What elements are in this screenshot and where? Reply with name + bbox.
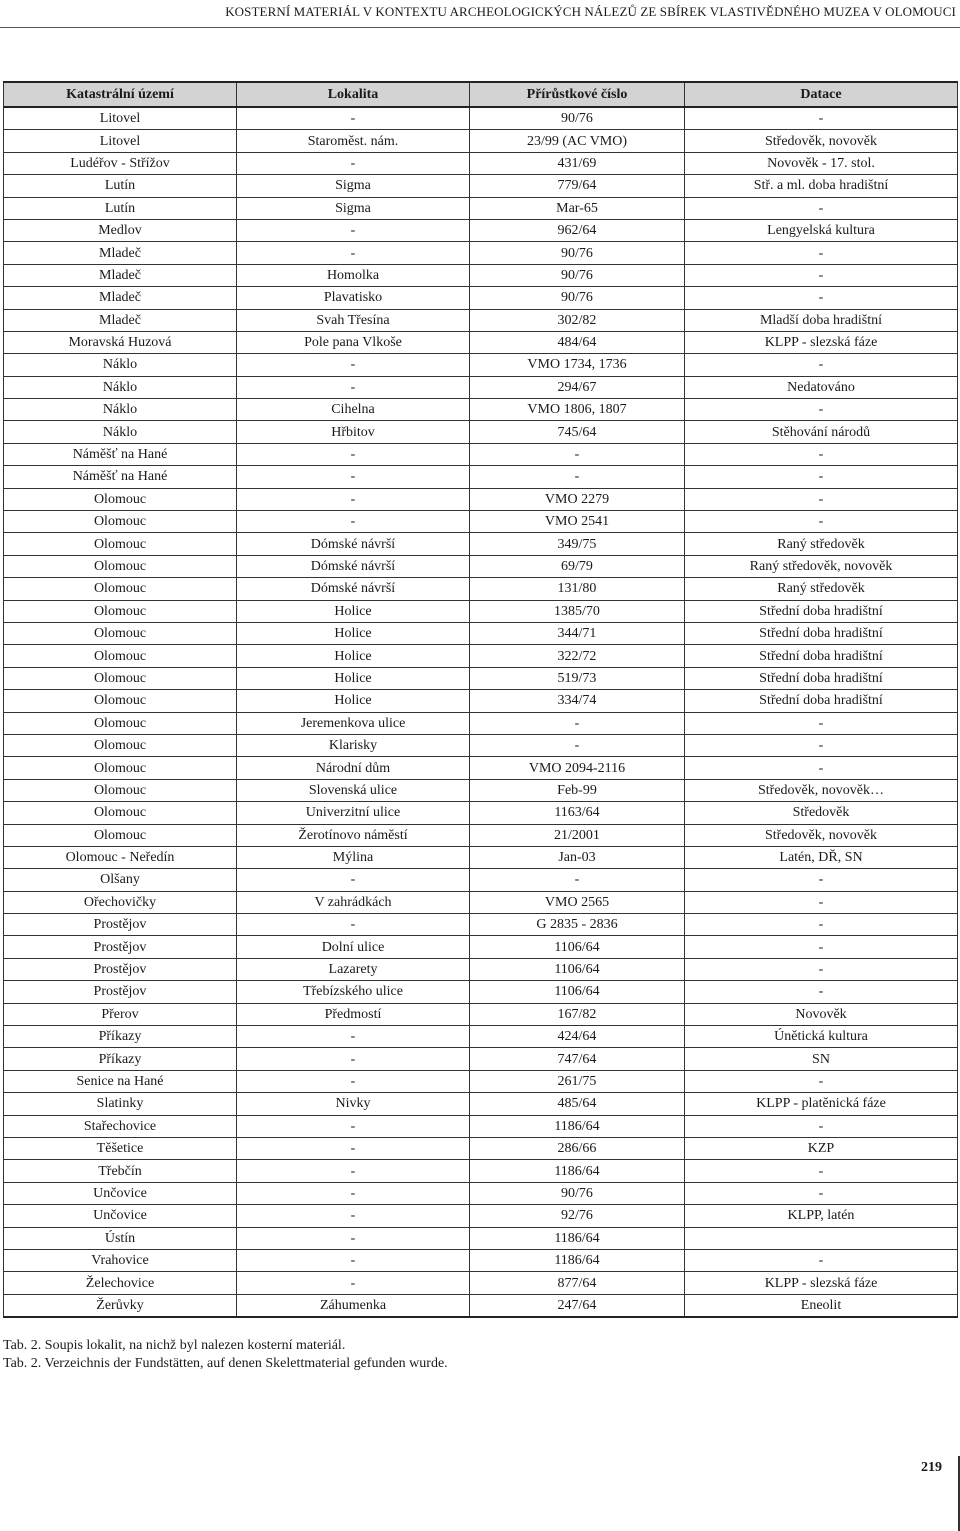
table-row xyxy=(4,779,958,801)
table-row xyxy=(4,287,958,309)
table-row xyxy=(4,1227,958,1249)
cell-accession-number: 247/64 xyxy=(470,1294,685,1317)
header-divider xyxy=(0,27,960,28)
cell-locality: - xyxy=(237,354,470,376)
cell-cadastral-area: Olomouc xyxy=(4,824,237,846)
cell-accession-number: Jan-03 xyxy=(470,846,685,868)
cell-accession-number: 1163/64 xyxy=(470,802,685,824)
cell-cadastral-area: Olomouc xyxy=(4,578,237,600)
table-row xyxy=(4,1026,958,1048)
cell-accession-number: 90/76 xyxy=(470,107,685,130)
table-row xyxy=(4,802,958,824)
cell-accession-number: 519/73 xyxy=(470,667,685,689)
cell-accession-number: 322/72 xyxy=(470,645,685,667)
cell-dating: SN xyxy=(685,1048,958,1070)
cell-locality: - xyxy=(237,1070,470,1092)
cell-accession-number: Feb-99 xyxy=(470,779,685,801)
sites-table xyxy=(3,81,958,1318)
cell-accession-number: - xyxy=(470,712,685,734)
cell-locality: - xyxy=(237,1272,470,1294)
table-row xyxy=(4,645,958,667)
cell-accession-number: 1186/64 xyxy=(470,1249,685,1271)
table-row xyxy=(4,354,958,376)
table-row xyxy=(4,1093,958,1115)
cell-dating: Střední doba hradištní xyxy=(685,667,958,689)
cell-locality: Homolka xyxy=(237,264,470,286)
cell-accession-number: - xyxy=(470,466,685,488)
cell-dating: - xyxy=(685,869,958,891)
cell-dating: - xyxy=(685,1115,958,1137)
cell-dating: - xyxy=(685,1249,958,1271)
cell-dating: - xyxy=(685,1160,958,1182)
cell-cadastral-area: Žerůvky xyxy=(4,1294,237,1317)
cell-accession-number: 69/79 xyxy=(470,555,685,577)
table-row xyxy=(4,443,958,465)
cell-locality: Holice xyxy=(237,622,470,644)
cell-locality: Lazarety xyxy=(237,958,470,980)
table-row xyxy=(4,1048,958,1070)
cell-locality: - xyxy=(237,1182,470,1204)
cell-cadastral-area: Olomouc xyxy=(4,555,237,577)
cell-locality: Jeremenkova ulice xyxy=(237,712,470,734)
table-row xyxy=(4,511,958,533)
table-row xyxy=(4,488,958,510)
table-row xyxy=(4,914,958,936)
table-row xyxy=(4,757,958,779)
cell-dating: Raný středověk, novověk xyxy=(685,555,958,577)
cell-cadastral-area: Příkazy xyxy=(4,1048,237,1070)
cell-cadastral-area: Olomouc xyxy=(4,600,237,622)
cell-accession-number: 23/99 (AC VMO) xyxy=(470,130,685,152)
cell-locality: - xyxy=(237,242,470,264)
cell-accession-number: Mar-65 xyxy=(470,197,685,219)
table-row xyxy=(4,197,958,219)
cell-cadastral-area: Olomouc xyxy=(4,734,237,756)
table-row xyxy=(4,578,958,600)
cell-dating: Lengyelská kultura xyxy=(685,219,958,241)
cell-dating: - xyxy=(685,399,958,421)
cell-accession-number: G 2835 - 2836 xyxy=(470,914,685,936)
cell-dating: - xyxy=(685,466,958,488)
cell-cadastral-area: Náklo xyxy=(4,376,237,398)
table-body xyxy=(4,107,958,1317)
cell-accession-number: 349/75 xyxy=(470,533,685,555)
cell-locality: Mýlina xyxy=(237,846,470,868)
cell-locality: - xyxy=(237,152,470,174)
cell-dating: Středověk, novověk xyxy=(685,824,958,846)
page-number: 219 xyxy=(921,1460,942,1475)
table-row xyxy=(4,869,958,891)
cell-locality: Národní dům xyxy=(237,757,470,779)
cell-dating: - xyxy=(685,1070,958,1092)
cell-dating: - xyxy=(685,264,958,286)
table-row xyxy=(4,130,958,152)
cell-accession-number: 1106/64 xyxy=(470,958,685,980)
cell-accession-number: 302/82 xyxy=(470,309,685,331)
column-header-dating: Datace xyxy=(685,82,958,107)
cell-locality: - xyxy=(237,219,470,241)
cell-accession-number: 424/64 xyxy=(470,1026,685,1048)
cell-cadastral-area: Olomouc xyxy=(4,488,237,510)
table-row xyxy=(4,712,958,734)
table-row xyxy=(4,309,958,331)
cell-cadastral-area: Slatinky xyxy=(4,1093,237,1115)
cell-locality: Pole pana Vlkoše xyxy=(237,331,470,353)
cell-dating: Střední doba hradištní xyxy=(685,622,958,644)
cell-cadastral-area: Moravská Huzová xyxy=(4,331,237,353)
cell-dating: Stěhování národů xyxy=(685,421,958,443)
cell-locality: Cihelna xyxy=(237,399,470,421)
cell-cadastral-area: Olomouc xyxy=(4,779,237,801)
table-row xyxy=(4,107,958,130)
table-row xyxy=(4,219,958,241)
table-row xyxy=(4,376,958,398)
table-row xyxy=(4,622,958,644)
table-caption-german: Tab. 2. Verzeichnis der Fundstätten, auf denen Skelettmaterial gefunden wurde. xyxy=(3,1356,448,1371)
cell-locality: Holice xyxy=(237,600,470,622)
cell-accession-number: 90/76 xyxy=(470,264,685,286)
cell-locality: - xyxy=(237,488,470,510)
cell-dating: - xyxy=(685,712,958,734)
cell-dating: - xyxy=(685,488,958,510)
table-row xyxy=(4,958,958,980)
cell-cadastral-area: Prostějov xyxy=(4,914,237,936)
table-row xyxy=(4,264,958,286)
table-row xyxy=(4,421,958,443)
cell-cadastral-area: Těšetice xyxy=(4,1137,237,1159)
cell-dating: - xyxy=(685,757,958,779)
cell-dating: Novověk - 17. stol. xyxy=(685,152,958,174)
table-row xyxy=(4,1182,958,1204)
cell-dating: Raný středověk xyxy=(685,533,958,555)
cell-cadastral-area: Želechovice xyxy=(4,1272,237,1294)
cell-locality: - xyxy=(237,1115,470,1137)
cell-accession-number: 484/64 xyxy=(470,331,685,353)
cell-cadastral-area: Medlov xyxy=(4,219,237,241)
cell-dating: - xyxy=(685,936,958,958)
cell-accession-number: 1186/64 xyxy=(470,1227,685,1249)
table-row xyxy=(4,667,958,689)
cell-locality: - xyxy=(237,1137,470,1159)
cell-dating: Středověk, novověk xyxy=(685,130,958,152)
cell-locality: - xyxy=(237,443,470,465)
cell-locality: Holice xyxy=(237,667,470,689)
cell-cadastral-area: Unčovice xyxy=(4,1205,237,1227)
column-header-accession-number: Přírůstkové číslo xyxy=(470,82,685,107)
cell-cadastral-area: Prostějov xyxy=(4,936,237,958)
cell-locality: Slovenská ulice xyxy=(237,779,470,801)
cell-accession-number: 21/2001 xyxy=(470,824,685,846)
cell-accession-number: 344/71 xyxy=(470,622,685,644)
cell-accession-number: 485/64 xyxy=(470,1093,685,1115)
cell-cadastral-area: Olomouc xyxy=(4,802,237,824)
table-row xyxy=(4,1205,958,1227)
cell-dating: Středověk, novověk… xyxy=(685,779,958,801)
table-row xyxy=(4,1249,958,1271)
cell-dating: - xyxy=(685,107,958,130)
table-row xyxy=(4,846,958,868)
cell-dating: Eneolit xyxy=(685,1294,958,1317)
cell-dating: KLPP - slezská fáze xyxy=(685,1272,958,1294)
cell-locality: Předmostí xyxy=(237,1003,470,1025)
cell-dating: - xyxy=(685,511,958,533)
table-row xyxy=(4,600,958,622)
cell-dating: Střední doba hradištní xyxy=(685,690,958,712)
cell-accession-number: - xyxy=(470,734,685,756)
cell-dating: - xyxy=(685,197,958,219)
table-row xyxy=(4,331,958,353)
cell-locality: - xyxy=(237,1026,470,1048)
cell-locality: Staroměst. nám. xyxy=(237,130,470,152)
cell-cadastral-area: Olšany xyxy=(4,869,237,891)
cell-dating: Střední doba hradištní xyxy=(685,600,958,622)
cell-locality: Holice xyxy=(237,690,470,712)
table-row xyxy=(4,1137,958,1159)
cell-cadastral-area: Olomouc xyxy=(4,622,237,644)
cell-cadastral-area: Olomouc xyxy=(4,533,237,555)
table-row xyxy=(4,734,958,756)
cell-dating: KLPP - slezská fáze xyxy=(685,331,958,353)
cell-cadastral-area: Lutín xyxy=(4,197,237,219)
cell-cadastral-area: Ořechovičky xyxy=(4,891,237,913)
column-header-cadastral-area: Katastrální území xyxy=(4,82,237,107)
cell-cadastral-area: Vrahovice xyxy=(4,1249,237,1271)
cell-dating: - xyxy=(685,981,958,1003)
cell-dating: Stř. a ml. doba hradištní xyxy=(685,175,958,197)
cell-cadastral-area: Litovel xyxy=(4,107,237,130)
cell-cadastral-area: Třebčín xyxy=(4,1160,237,1182)
table-row xyxy=(4,466,958,488)
cell-cadastral-area: Mladeč xyxy=(4,264,237,286)
cell-cadastral-area: Mladeč xyxy=(4,242,237,264)
cell-accession-number: 90/76 xyxy=(470,287,685,309)
cell-dating: Raný středověk xyxy=(685,578,958,600)
table-row xyxy=(4,1003,958,1025)
table-row xyxy=(4,242,958,264)
cell-dating: KLPP - platěnická fáze xyxy=(685,1093,958,1115)
cell-dating: Únětická kultura xyxy=(685,1026,958,1048)
cell-locality: Holice xyxy=(237,645,470,667)
cell-accession-number: 747/64 xyxy=(470,1048,685,1070)
cell-accession-number: VMO 2565 xyxy=(470,891,685,913)
cell-accession-number: 877/64 xyxy=(470,1272,685,1294)
cell-cadastral-area: Olomouc xyxy=(4,645,237,667)
cell-cadastral-area: Prostějov xyxy=(4,958,237,980)
cell-accession-number: 294/67 xyxy=(470,376,685,398)
cell-dating: - xyxy=(685,354,958,376)
cell-accession-number: 286/66 xyxy=(470,1137,685,1159)
cell-cadastral-area: Ludéřov - Střížov xyxy=(4,152,237,174)
cell-accession-number: 1385/70 xyxy=(470,600,685,622)
cell-dating: Mladší doba hradištní xyxy=(685,309,958,331)
cell-locality: Záhumenka xyxy=(237,1294,470,1317)
table-row xyxy=(4,891,958,913)
cell-dating: - xyxy=(685,734,958,756)
cell-cadastral-area: Náměšť na Hané xyxy=(4,443,237,465)
cell-cadastral-area: Litovel xyxy=(4,130,237,152)
cell-accession-number: - xyxy=(470,869,685,891)
cell-dating: - xyxy=(685,443,958,465)
header-row xyxy=(4,82,958,107)
cell-cadastral-area: Mladeč xyxy=(4,287,237,309)
cell-locality: - xyxy=(237,1227,470,1249)
table-row xyxy=(4,1115,958,1137)
cell-locality: Žerotínovo náměstí xyxy=(237,824,470,846)
cell-locality: Dolní ulice xyxy=(237,936,470,958)
table-row xyxy=(4,152,958,174)
cell-cadastral-area: Náklo xyxy=(4,399,237,421)
cell-locality: V zahrádkách xyxy=(237,891,470,913)
table-row xyxy=(4,555,958,577)
cell-dating: Střední doba hradištní xyxy=(685,645,958,667)
cell-accession-number: 90/76 xyxy=(470,242,685,264)
cell-dating: Nedatováno xyxy=(685,376,958,398)
table-row xyxy=(4,1272,958,1294)
cell-accession-number: 131/80 xyxy=(470,578,685,600)
cell-locality: - xyxy=(237,1048,470,1070)
cell-cadastral-area: Olomouc xyxy=(4,511,237,533)
cell-cadastral-area: Náklo xyxy=(4,354,237,376)
cell-locality: Třebízského ulice xyxy=(237,981,470,1003)
table-row xyxy=(4,981,958,1003)
cell-dating: Novověk xyxy=(685,1003,958,1025)
cell-accession-number: VMO 1734, 1736 xyxy=(470,354,685,376)
cell-accession-number: VMO 2279 xyxy=(470,488,685,510)
cell-accession-number: 167/82 xyxy=(470,1003,685,1025)
cell-cadastral-area: Senice na Hané xyxy=(4,1070,237,1092)
cell-cadastral-area: Stařechovice xyxy=(4,1115,237,1137)
cell-cadastral-area: Unčovice xyxy=(4,1182,237,1204)
cell-accession-number: VMO 1806, 1807 xyxy=(470,399,685,421)
cell-accession-number: 1106/64 xyxy=(470,981,685,1003)
table-caption-czech: Tab. 2. Soupis lokalit, na nichž byl nalezen kosterní materiál. xyxy=(3,1338,346,1353)
cell-cadastral-area: Náměšť na Hané xyxy=(4,466,237,488)
cell-locality: Klarisky xyxy=(237,734,470,756)
cell-locality: - xyxy=(237,1249,470,1271)
cell-cadastral-area: Lutín xyxy=(4,175,237,197)
cell-accession-number: 1186/64 xyxy=(470,1115,685,1137)
running-header: KOSTERNÍ MATERIÁL V KONTEXTU ARCHEOLOGICKÝCH NÁLEZŮ ZE SBÍREK VLASTIVĚDNÉHO MUZEA V OLOMOUCI xyxy=(225,4,956,19)
cell-dating: - xyxy=(685,958,958,980)
cell-accession-number: 261/75 xyxy=(470,1070,685,1092)
cell-accession-number: 745/64 xyxy=(470,421,685,443)
cell-locality: - xyxy=(237,466,470,488)
cell-accession-number: 90/76 xyxy=(470,1182,685,1204)
table-row xyxy=(4,533,958,555)
cell-accession-number: 779/64 xyxy=(470,175,685,197)
cell-cadastral-area: Olomouc xyxy=(4,757,237,779)
cell-dating: - xyxy=(685,242,958,264)
table-row xyxy=(4,399,958,421)
table-row xyxy=(4,175,958,197)
cell-cadastral-area: Prostějov xyxy=(4,981,237,1003)
cell-dating xyxy=(685,1227,958,1249)
cell-cadastral-area: Ústín xyxy=(4,1227,237,1249)
cell-accession-number: 1186/64 xyxy=(470,1160,685,1182)
cell-dating: KZP xyxy=(685,1137,958,1159)
cell-cadastral-area: Náklo xyxy=(4,421,237,443)
cell-accession-number: 1106/64 xyxy=(470,936,685,958)
cell-locality: - xyxy=(237,376,470,398)
cell-locality: - xyxy=(237,107,470,130)
cell-locality: Hřbitov xyxy=(237,421,470,443)
cell-locality: - xyxy=(237,1205,470,1227)
cell-locality: Nivky xyxy=(237,1093,470,1115)
table-row xyxy=(4,1070,958,1092)
cell-accession-number: 334/74 xyxy=(470,690,685,712)
cell-dating: Středověk xyxy=(685,802,958,824)
cell-cadastral-area: Přerov xyxy=(4,1003,237,1025)
cell-dating: - xyxy=(685,1182,958,1204)
cell-dating: - xyxy=(685,287,958,309)
cell-locality: Plavatisko xyxy=(237,287,470,309)
cell-cadastral-area: Mladeč xyxy=(4,309,237,331)
cell-dating: KLPP, latén xyxy=(685,1205,958,1227)
cell-locality: Dómské návrší xyxy=(237,533,470,555)
table-row xyxy=(4,936,958,958)
cell-dating: - xyxy=(685,914,958,936)
cell-locality: - xyxy=(237,1160,470,1182)
cell-locality: Sigma xyxy=(237,175,470,197)
cell-cadastral-area: Příkazy xyxy=(4,1026,237,1048)
cell-locality: - xyxy=(237,511,470,533)
cell-locality: Univerzitní ulice xyxy=(237,802,470,824)
cell-accession-number: 431/69 xyxy=(470,152,685,174)
cell-accession-number: VMO 2541 xyxy=(470,511,685,533)
table-row xyxy=(4,690,958,712)
cell-locality: Dómské návrší xyxy=(237,555,470,577)
table-row xyxy=(4,1294,958,1317)
cell-cadastral-area: Olomouc xyxy=(4,667,237,689)
cell-cadastral-area: Olomouc xyxy=(4,712,237,734)
table-header xyxy=(4,82,958,107)
cell-accession-number: - xyxy=(470,443,685,465)
column-header-locality: Lokalita xyxy=(237,82,470,107)
cell-locality: Dómské návrší xyxy=(237,578,470,600)
table-row xyxy=(4,1160,958,1182)
cell-accession-number: 962/64 xyxy=(470,219,685,241)
cell-locality: - xyxy=(237,869,470,891)
cell-locality: Sigma xyxy=(237,197,470,219)
cell-dating: Latén, DŘ, SN xyxy=(685,846,958,868)
cell-cadastral-area: Olomouc - Neředín xyxy=(4,846,237,868)
cell-dating: - xyxy=(685,891,958,913)
cell-accession-number: VMO 2094-2116 xyxy=(470,757,685,779)
cell-locality: Svah Třesína xyxy=(237,309,470,331)
cell-cadastral-area: Olomouc xyxy=(4,690,237,712)
table-row xyxy=(4,824,958,846)
cell-accession-number: 92/76 xyxy=(470,1205,685,1227)
cell-locality: - xyxy=(237,914,470,936)
